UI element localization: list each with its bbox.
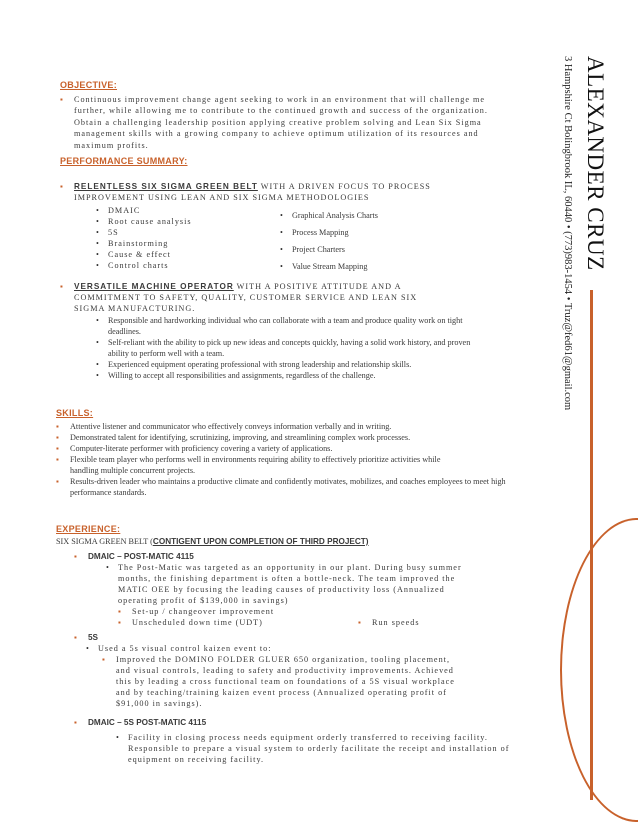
objective-heading: OBJECTIVE: [60, 80, 118, 90]
project-2-title: ▪ 5S [74, 632, 526, 643]
role-title: SIX SIGMA GREEN BELT ( [56, 537, 153, 546]
experience-role [56, 536, 526, 547]
performance-item-2 [60, 281, 434, 314]
project-2-lead: • Used a 5s visual control kaizen event to: [86, 643, 526, 654]
operator-list [96, 315, 476, 381]
item2-lead: VERSATILE MACHINE OPERATOR [74, 282, 234, 291]
objective-section [60, 80, 510, 151]
operator-item: • Self-reliant with the ability to pick up new ideas and concepts quickly, having a solid work history, and proven ability to perform well with a team. [96, 337, 476, 359]
skills-heading: SKILLS: [56, 408, 94, 418]
role-note: CONTIGENT UPON COMPLETION OF THIRD PROJECT) [152, 537, 369, 546]
project-1-title: ▪ DMAIC – POST-MATIC 4115 [74, 551, 526, 562]
project-3-text: • Facility in closing process needs equipment orderly transferred to receiving facility. Responsible to prepare a visual system to orderly facilitate the receipt and installation of equipment on receiving facility. [116, 732, 518, 765]
method-item: • Value Stream Mapping [280, 258, 480, 275]
skill-item: ▪ Computer-literate performer with proficiency covering a variety of applications. [56, 443, 516, 454]
skill-item: ▪ Flexible team player who performs well in environments requiring ability to effectively prioritize activities while handling multiple concurrent projects. [56, 454, 450, 476]
project-1-sub: ▪ Set-up / changeover improvement [118, 606, 274, 617]
objective-text: ▪ Continuous improvement change agent seeking to work in an environment that will challenge me further, while allowing me to contribute to the continued growth and success of the organization. Obtain a challenging leadership position applying creative problem solving and Lean Six Sigma management skills with a growing company to achieve optimum utilization of its resources and maximum profits. [60, 94, 510, 152]
method-item: • Control charts [96, 260, 246, 271]
candidate-name: ALEXANDER CRUZ [583, 56, 608, 271]
decorative-arc [560, 518, 638, 822]
operator-item: • Experienced equipment operating professional with strong leadership and relationship skills. [96, 359, 476, 370]
experience-heading: EXPERIENCE: [56, 524, 121, 534]
method-item: • 5S [96, 227, 246, 238]
experience-section [56, 524, 526, 765]
method-item: • Brainstorming [96, 238, 246, 249]
methods-right-list [280, 207, 480, 275]
project-1-text: • The Post-Matic was targeted as an opportunity in our plant. During busy summer months, the finishing department is often a bottle-neck. The team improved the MATIC OEE by focusing the leading causes of productivity loss (Annualized operating profit of $139,000 in savings) [106, 562, 478, 606]
operator-item: • Responsible and hardworking individual who can collaborate with a team and produce quality work on tight deadlines. [96, 315, 476, 337]
method-item: • Process Mapping [280, 224, 480, 241]
project-2-text: ▪ Improved the DOMINO FOLDER GLUER 650 organization, tooling placement, and visual controls, leading to safety and productivity improvements. Achieved this by leading a cross functional team on foundations of a 5S visual workplace and by teaching/training kaizen event process (Annualized operating profit of $91,000 in savings). [102, 654, 456, 709]
method-item: • Graphical Analysis Charts [280, 207, 480, 224]
method-item: • DMAIC [96, 205, 246, 216]
skill-item: ▪ Results-driven leader who maintains a productive climate and confidently motivates, mobilizes, and coaches employees to meet high performance standards. [56, 476, 516, 498]
item1-lead: RELENTLESS SIX SIGMA GREEN BELT [74, 182, 258, 191]
item2-rest: WITH A POSITIVE ATTITUDE AND A COMMITMENT TO SAFETY, QUALITY, CUSTOMER SERVICE AND LEAN SIX SIGMA MANUFACTURING. [74, 282, 418, 313]
skill-item: ▪ Demonstrated talent for identifying, scrutinizing, improving, and streamlining complex work processes. [56, 432, 516, 443]
project-1-subitems [118, 606, 526, 628]
method-item: • Project Charters [280, 241, 480, 258]
operator-item: • Willing to accept all responsibilities and assignments, regardless of the challenge. [96, 370, 476, 381]
performance-section [60, 156, 510, 381]
project-1-sub: ▪ Run speeds [358, 617, 420, 628]
skill-item: ▪ Attentive listener and communicator who effectively conveys information verbally and in writing. [56, 421, 516, 432]
performance-item-1 [60, 181, 434, 203]
performance-heading: PERFORMANCE SUMMARY: [60, 156, 188, 166]
methods-lists [60, 205, 510, 271]
method-item: • Root cause analysis [96, 216, 246, 227]
item1-rest: WITH A DRIVEN FOCUS TO PROCESS IMPROVEMENT USING LEAN AND SIX SIGMA METHODOLOGIES [74, 182, 431, 202]
project-3-title: ▪ DMAIC – 5S POST-MATIC 4115 [74, 717, 526, 728]
project-1-sub: ▪ Unscheduled down time (UDT) [118, 617, 263, 628]
methods-left-list [96, 205, 246, 271]
method-item: • Cause & effect [96, 249, 246, 260]
skills-section [56, 408, 516, 498]
contact-info: 3 Hampshire Ct Bolingbrook IL, 60440 • (773)983-1454 • Truz@fed61@gmail.com [562, 56, 573, 411]
